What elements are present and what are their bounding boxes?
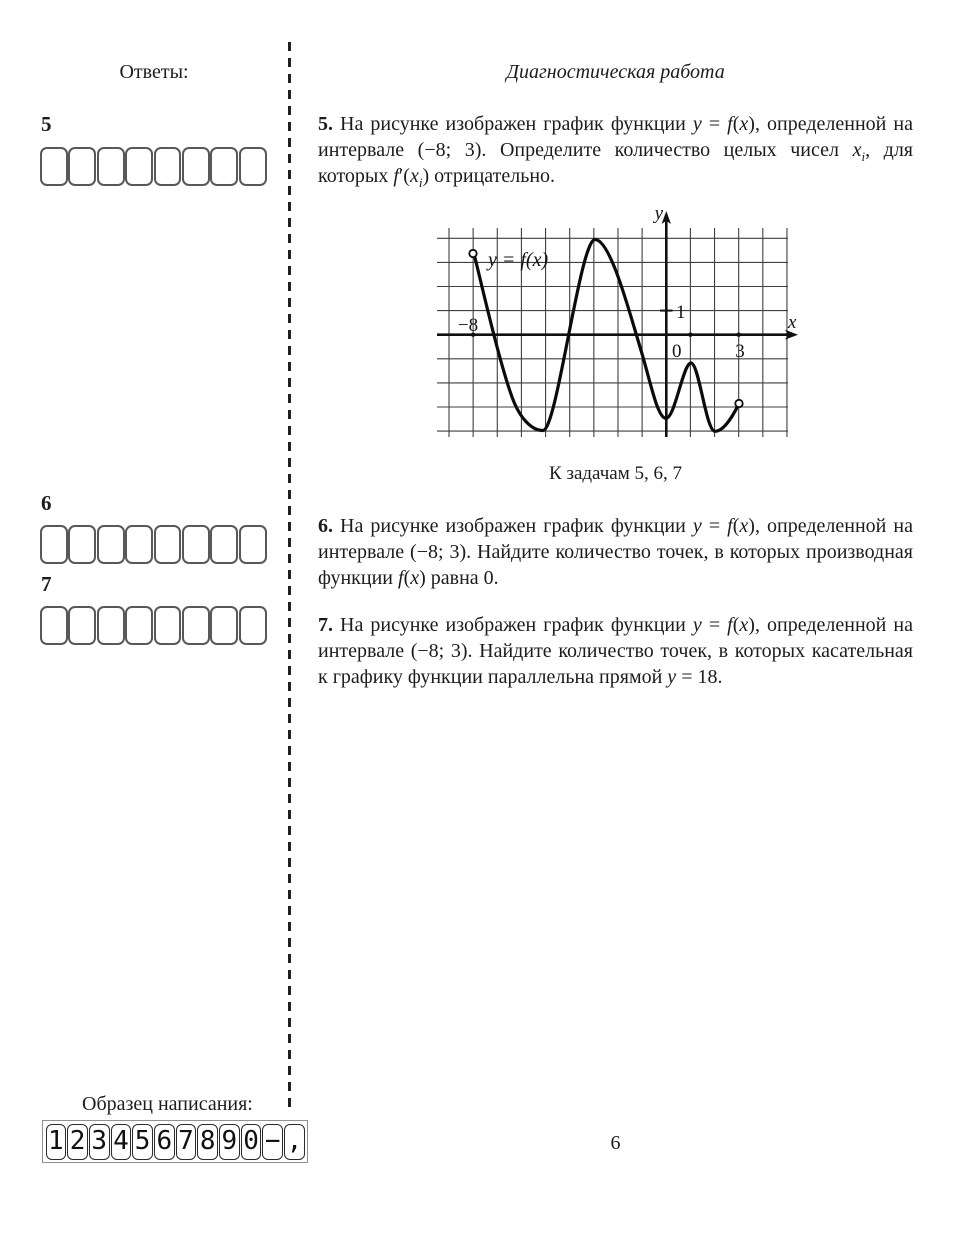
writing-sample-cell: 3 — [89, 1124, 110, 1160]
tick-dot-1 — [688, 333, 692, 337]
answer-cell — [68, 147, 96, 186]
answer-cell — [239, 606, 267, 645]
answer-cell — [68, 606, 96, 645]
problem-6-text: На рисунке изображен график функции y = f(x), определенной на интервале (−8; 3). Найдите количество точек, в которых производная функции f(x) равна 0. — [318, 515, 913, 589]
document-title: Диагностическая работа — [506, 61, 725, 83]
tick-label-1: 1 — [676, 302, 686, 323]
writing-sample-cell: 1 — [46, 1124, 67, 1160]
answer-row-7 — [40, 606, 267, 645]
answer-row-label-6: 6 — [41, 491, 52, 515]
answer-row-6 — [40, 525, 267, 564]
answer-cell — [154, 525, 182, 564]
answer-cell — [239, 525, 267, 564]
answer-cell — [97, 525, 125, 564]
x-axis-label: x — [788, 312, 797, 333]
answer-cell — [97, 606, 125, 645]
tick-dot-3 — [737, 333, 741, 337]
answer-row-label-5: 5 — [41, 112, 52, 136]
dashed-divider — [288, 42, 291, 1110]
writing-sample-cell: 0 — [241, 1124, 262, 1160]
answer-cell — [40, 606, 68, 645]
answer-cell — [97, 147, 125, 186]
answer-cell — [68, 525, 96, 564]
writing-sample-cell: 5 — [132, 1124, 153, 1160]
answer-row-label-7: 7 — [41, 572, 52, 596]
answer-cell — [154, 606, 182, 645]
answer-cell — [210, 525, 238, 564]
problem-7-text: На рисунке изображен график функции y = f(x), определенной на интервале (−8; 3). Найдите количество точек, в которых касательная к графику функции параллельна прямой y = 18. — [318, 614, 913, 688]
curve-label: y = f(x) — [488, 249, 549, 271]
problem-5-number: 5. — [318, 113, 333, 135]
problem-5 — [318, 111, 913, 189]
writing-sample-cell: 4 — [111, 1124, 132, 1160]
answer-cell — [182, 606, 210, 645]
writing-sample-cell: − — [262, 1124, 283, 1160]
problem-5-text: На рисунке изображен график функции y = f(x), определенной на интервале (−8; 3). Определите количество целых чисел $x_i$, для которых $f'(x_i)$ отрицательно. — [318, 113, 913, 190]
answer-cell — [210, 147, 238, 186]
open-endpoint-right — [735, 400, 742, 407]
answer-row-5 — [40, 147, 267, 186]
problem-6 — [318, 513, 913, 591]
writing-sample-box — [42, 1120, 308, 1163]
writing-sample-cell: 7 — [176, 1124, 197, 1160]
answer-cell — [154, 147, 182, 186]
writing-sample-label: Образец написания: — [82, 1093, 253, 1115]
answer-cell — [40, 147, 68, 186]
open-endpoint-left — [469, 250, 476, 257]
problem-6-number: 6. — [318, 515, 333, 537]
answer-cell — [40, 525, 68, 564]
tick-label-neg8: −8 — [457, 315, 479, 336]
figure-caption: К задачам 5, 6, 7 — [549, 463, 682, 484]
writing-sample-cell: , — [284, 1124, 305, 1160]
tick-label-3: 3 — [735, 341, 745, 362]
answers-title: Ответы: — [119, 61, 189, 83]
answer-cell — [125, 525, 153, 564]
problem-7 — [318, 612, 913, 690]
page-number: 6 — [610, 1132, 621, 1154]
answer-cell — [125, 606, 153, 645]
tick-label-0: 0 — [672, 341, 682, 362]
answer-cell — [182, 147, 210, 186]
writing-sample-cell: 6 — [154, 1124, 175, 1160]
writing-sample-cell: 9 — [219, 1124, 240, 1160]
answer-cell — [210, 606, 238, 645]
writing-sample-cell: 8 — [197, 1124, 218, 1160]
writing-sample-cell: 2 — [67, 1124, 88, 1160]
problem-7-number: 7. — [318, 614, 333, 636]
function-graph — [432, 206, 800, 450]
answer-cell — [182, 525, 210, 564]
answer-cell — [125, 147, 153, 186]
answer-cell — [239, 147, 267, 186]
y-axis-label: y — [654, 206, 663, 224]
